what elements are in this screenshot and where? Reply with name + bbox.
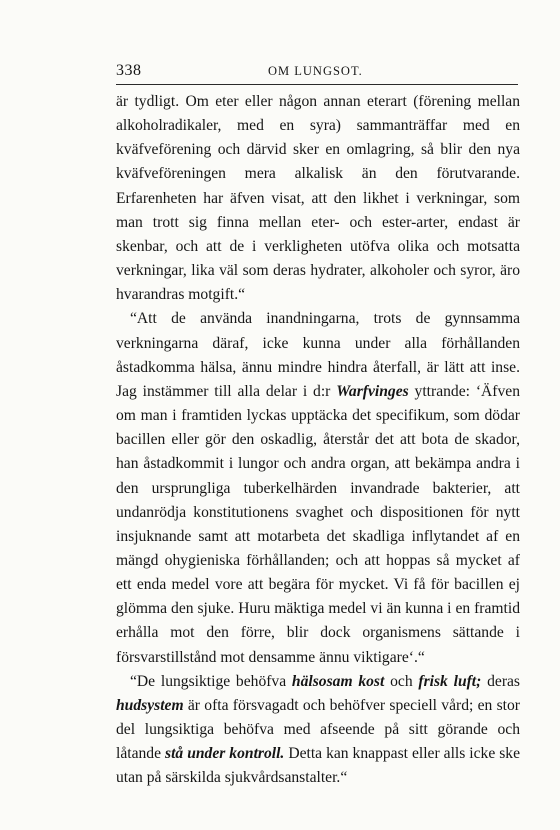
text-run: och (384, 672, 419, 690)
paragraph-3 (116, 670, 520, 791)
text-run: yttrande: ‘Äfven om man i framtiden lyckas upptäcka det specifikum, som dödar bacillen eller gör den oskadlig, återstår det att bota de skador, han åstadkommit i lungor och andra organ, att bekämpa andra i den ursprungliga tuberkelhärden invandrade bakterier, att undanrödja konstitutionens svaghet och dispositionen för nytt insjuknande samt att motarbeta det skadliga inflytandet af en mängd ohygieniska förhållanden; och att hoppas så mycket af ett enda medel vore att begära för mycket. Vi få för bacillen ej glömma den sjuke. Huru mäktiga medel vi än kunna i en framtid erhålla mot den förre, blir dock organismens sättande i försvarstillstånd mot densamme ännu viktigare‘.“ (116, 382, 520, 666)
body-text (116, 90, 520, 791)
emphasis: hudsystem (116, 696, 184, 714)
emphasis: frisk luft; (418, 672, 482, 690)
text-run: är tydligt. Om eter eller någon annan eterart (förening mellan alkoholradikaler, med en syra) sammanträffar med en kväfveförening och därvid sker en omlagring, så blir den nya kväfveföreningen mera alkalisk än den förutvarande. Erfarenheten har äfven visat, att den likhet i verkningar, som man trott sig finna mellan eter- och ester-arter, endast är skenbar, och att de i verkligheten utöfva olika och motsatta verkningar, lika väl som deras hydrater, alkoholer och syror, äro hvarandras motgift.“ (116, 93, 520, 304)
text-run: “Att de använda inandningarna, trots de gynnsamma verkningarna däraf, icke kunna under alla förhållanden åstadkomma hälsa, ännu mindre hindra återfall, är lätt att inse. Jag instämmer till alla delar i d:r (116, 310, 520, 400)
emphasis: hälsosam kost (291, 672, 385, 690)
page-number: 338 (116, 62, 142, 79)
text-run: deras (481, 672, 521, 690)
text-run: är ofta försvagadt och behöfver speciell vård; en stor del lungsiktiga behöfva med afseende på sitt görande och låtande (116, 696, 520, 763)
page-header (116, 62, 518, 85)
text-run: Detta kan knappast eller alls icke ske utan på särskilda sjukvårdsanstalter.“ (116, 745, 521, 787)
text-run: “De lungsiktige behöfva (130, 672, 292, 690)
emphasis: Warfvinges (336, 382, 409, 400)
emphasis: stå under kontroll. (165, 745, 285, 763)
paragraph-1 (116, 90, 520, 307)
paragraph-2 (116, 307, 520, 669)
running-title: OM LUNGSOT. (268, 64, 363, 78)
